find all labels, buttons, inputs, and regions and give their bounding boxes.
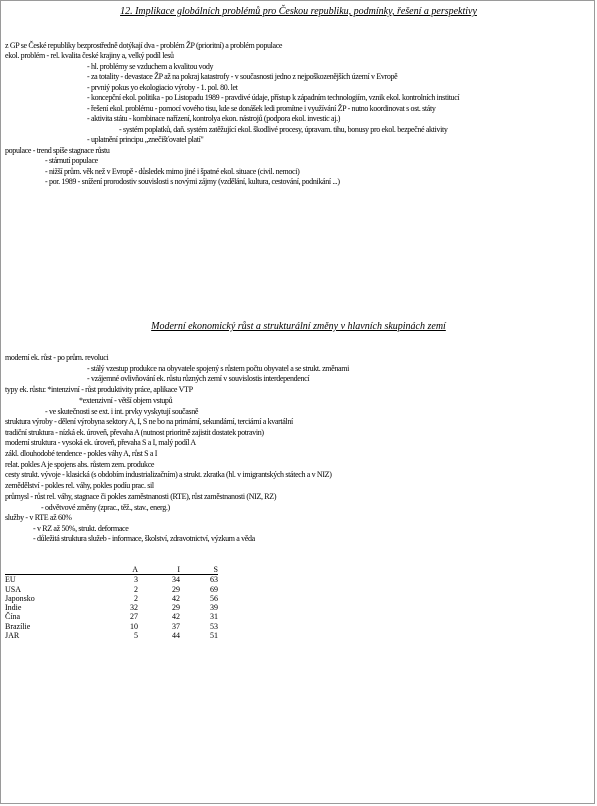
table-cell: 42 [172, 593, 180, 603]
text-line: cesty strukt. vývoje - klasická (s obdobím industrializačním) a strukt. zkratka (hl. v imigrantských státech a v NIZ) [5, 470, 332, 479]
text-line: - aktivita státu - kombinace nařízení, kontrolya ekon. nástrojů (podpora ekol. investic aj.) [87, 114, 341, 123]
table-cell: 44 [172, 631, 180, 641]
table-cell: 29 [172, 584, 180, 594]
table-cell: Indie [5, 603, 22, 613]
table-cell: 29 [172, 603, 180, 613]
text-line: tradiční struktura - nízká ek. úroveň, převaha A (nutnost prioritně zajistit dostatek potravin) [5, 428, 264, 437]
table-cell: 69 [210, 584, 218, 594]
table-cell: 42 [172, 612, 180, 622]
text-line: populace - trend spíše stagnace růstu [5, 146, 110, 155]
table-cell: 31 [210, 612, 218, 622]
text-line: - důležitá struktura služeb - informace, školství, zdravotnictví, výzkum a věda [33, 534, 255, 543]
text-line: - stálý vzestup produkce na obyvatele spojený s růstem počtu obyvatel a se strukt. změnami [87, 364, 349, 373]
text-line: relat. pokles A je spojens abs. růstem zem. produkce [5, 460, 155, 469]
table-cell: USA [5, 584, 22, 594]
text-line: typy ek. růstu: *intenzivní - růst produktivity práce, aplikace VTP [5, 385, 193, 394]
text-line: průmysl - růst rel. váhy, stagnace či pokles zaměstnanosti (RTE), růst zaměstnanosti (NIZ, RZ) [5, 492, 277, 501]
table-cell: 34 [172, 575, 180, 585]
text-line: - systém poplatků, daň. systém zatěžující ekol. škodlivé procesy, úpravam. tihu, bonusy pro ekol. bezpečné aktivity [119, 125, 448, 134]
text-line: zákl. dlouhodobé tendence - pokles váhy A, růst S a I [5, 449, 158, 458]
text-line: moderní struktura - vysoká ek. úroveň, převaha S a I, malý podíl A [5, 438, 196, 447]
table-cell: 5 [134, 631, 138, 641]
text-line: - hl. problémy se vzduchem a kvalitou vody [87, 62, 214, 71]
text-line: - vzájemné ovlivňování ek. růstu různých zemí v souvislostis interdependencí [87, 374, 310, 383]
text-line: - v RZ až 50%, strukt. deformace [33, 524, 129, 533]
table-cell: Čína [5, 612, 21, 622]
table-header-row [5, 565, 218, 575]
text-line: z GP se České republiky bezprostředně dotýkají dva - problém ŽP (prioritní) a problém populace [5, 41, 283, 50]
text-line: ekol. problém - rel. kvalita české krajiny a, velký podíl lesů [5, 51, 174, 60]
table-cell: JAR [5, 631, 20, 641]
text-line: - nižší prům. věk než v Evropě - důsledek mimo jiné i špatné ekol. situace (civil. nemoci) [45, 167, 300, 176]
table-row [5, 622, 218, 631]
table-cell: EU [5, 575, 16, 585]
table-cell: 2 [134, 584, 138, 594]
table-row [5, 603, 218, 612]
text-line: - za totality - devastace ŽP až na pokraj katastrofy - v současnosti jedno z nejpoškozenějších území v Evropě [87, 72, 398, 81]
text-line: - por. 1989 - snížení prorodostiv souvislosti s novými zájmy (vzdělání, kultura, cestování, podnikání ...) [45, 177, 340, 186]
table-cell: 37 [172, 621, 180, 631]
table-header-cell: I [138, 565, 180, 575]
table-cell: Japonsko [5, 593, 35, 603]
text-line: struktura výroby - dělení výrobyna sektory A, I, S ne bo na primární, sekundární, terciární a kvartální [5, 417, 293, 426]
text-line: moderní ek. růst - po prům. revoluci [5, 353, 109, 362]
table-row [5, 612, 218, 621]
table-cell: 10 [130, 621, 138, 631]
table-cell: 32 [130, 603, 138, 613]
text-line: služby - v RTE až 60% [5, 513, 72, 522]
section-title-global-problems: 12. Implikace globálních problémů pro Českou republiku, podmínky, řešení a perspektivy [120, 6, 477, 17]
text-line: *extenzivní - větší objem vstupů [79, 396, 173, 405]
section-title-economic-growth: Moderní ekonomický růst a strukturální změny v hlavních skupinách zemí [151, 321, 446, 332]
text-line: - prvniý pokus yo ekologiacio výroby - 1. pol. 80. let [87, 83, 238, 92]
table-header-cell: S [180, 565, 218, 575]
table-cell: 2 [134, 593, 138, 603]
table-cell: 39 [210, 603, 218, 613]
sector-share-table [5, 565, 218, 640]
text-line: - ve skutečnosti se ext. i int. prvky vyskytují současně [45, 407, 199, 416]
text-line: - odvětvové změny (zprac., těž., stav., energ.) [41, 503, 170, 512]
table-cell: 63 [210, 575, 218, 585]
table-header-cell [5, 565, 97, 575]
table-cell: 53 [210, 621, 218, 631]
text-line: zemědělství - pokles rel. váhy, pokles podíu prac. sil [5, 481, 154, 490]
text-line: - uplatnění principu „znečišťovatel platí" [87, 135, 204, 144]
table-cell: 56 [210, 593, 218, 603]
table-row [5, 594, 218, 603]
table-cell: 27 [130, 612, 138, 622]
table-row [5, 575, 218, 585]
text-line: - řešení ekol. problému - pomocí vového tisu, kde se donášek ledi promítne i využívání ŽP - nutno koordinovat s ost. státy [87, 104, 436, 113]
table-row [5, 631, 218, 640]
table-row [5, 585, 218, 594]
table-cell: Brazílie [5, 621, 31, 631]
table-cell: 3 [134, 575, 138, 585]
table-cell: 51 [210, 631, 218, 641]
table-header-cell: A [97, 565, 138, 575]
text-line: - koncepční ekol. politika - po Listopadu 1989 - pravdivé údaje, přístup k západním technologiím, vznik ekol. kontrolních institucí [87, 93, 460, 102]
text-line: - stárnutí populace [45, 156, 98, 165]
